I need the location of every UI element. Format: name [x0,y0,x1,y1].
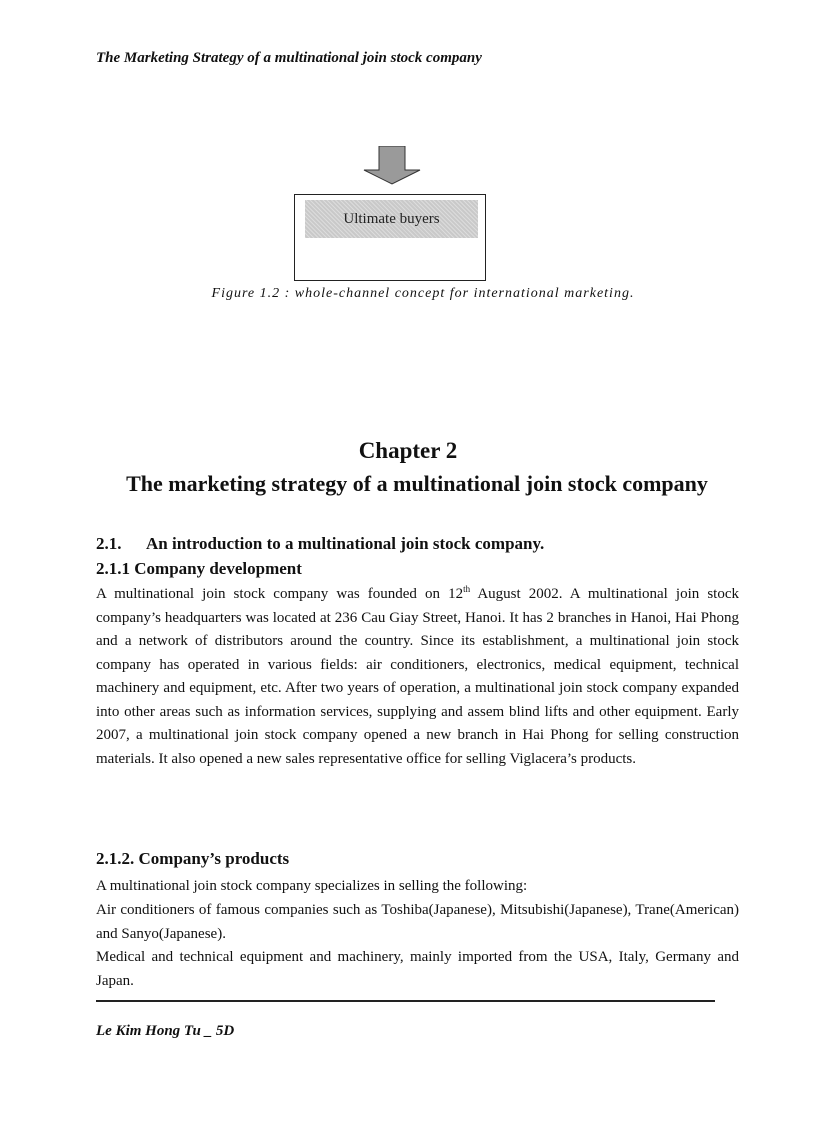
section-2-1-heading [96,534,544,554]
ultimate-buyers-box [294,194,486,281]
paragraph-rest: August 2002. A multinational join stock company’s headquarters was located at 236 Cau Giay Street, Hanoi. It has 2 branches in Hanoi, Hai Phong and a network of distributors around the country. Since its establishment, a multinational join stock company has operated in various fields: air conditioners, electronics, medical equipment, technical machinery and equipment, etc. After two years of operation, a multinational join stock company expanded into other areas such as information services, supplying and assem blind lifts and other equipment. Early 2007, a multinational join stock company opened a new branch in Hai Phong for selling construction materials. It also opened a new sales representative office for selling Viglacera’s products. [96,586,739,767]
footer-divider [96,1000,715,1002]
products-item-medical-equipment: Medical and technical equipment and machinery, mainly imported from the USA, Italy, Germany and Japan. [96,949,739,989]
products-intro: A multinational join stock company specializes in selling the following: [96,878,528,894]
section-2-1-title: An introduction to a multinational join stock company. [146,534,545,553]
down-arrow-icon [362,146,422,186]
figure-caption: Figure 1.2 : whole-channel concept for international marketing. [211,286,635,301]
paragraph-start: A multinational join stock company was founded on 12 [96,586,464,602]
footer-author: Le Kim Hong Tu _ 5D [96,1023,235,1039]
section-2-1-1-heading: 2.1.1 Company development [96,559,302,578]
section-2-1-number: 2.1. [96,534,122,553]
chapter-title: The marketing strategy of a multinational join stock company [126,471,708,496]
date-superscript: th [463,584,471,594]
running-header: The Marketing Strategy of a multinational join stock company [96,50,482,66]
company-development-paragraph [96,583,739,771]
products-item-air-conditioners: Air conditioners of famous companies such as Toshiba(Japanese), Mitsubishi(Japanese), Trane(American) and Sanyo(Japanese). [96,902,739,942]
ultimate-buyers-label: Ultimate buyers [305,200,478,238]
section-2-1-2-heading: 2.1.2. Company’s products [96,849,290,868]
chapter-number: Chapter 2 [358,438,458,463]
